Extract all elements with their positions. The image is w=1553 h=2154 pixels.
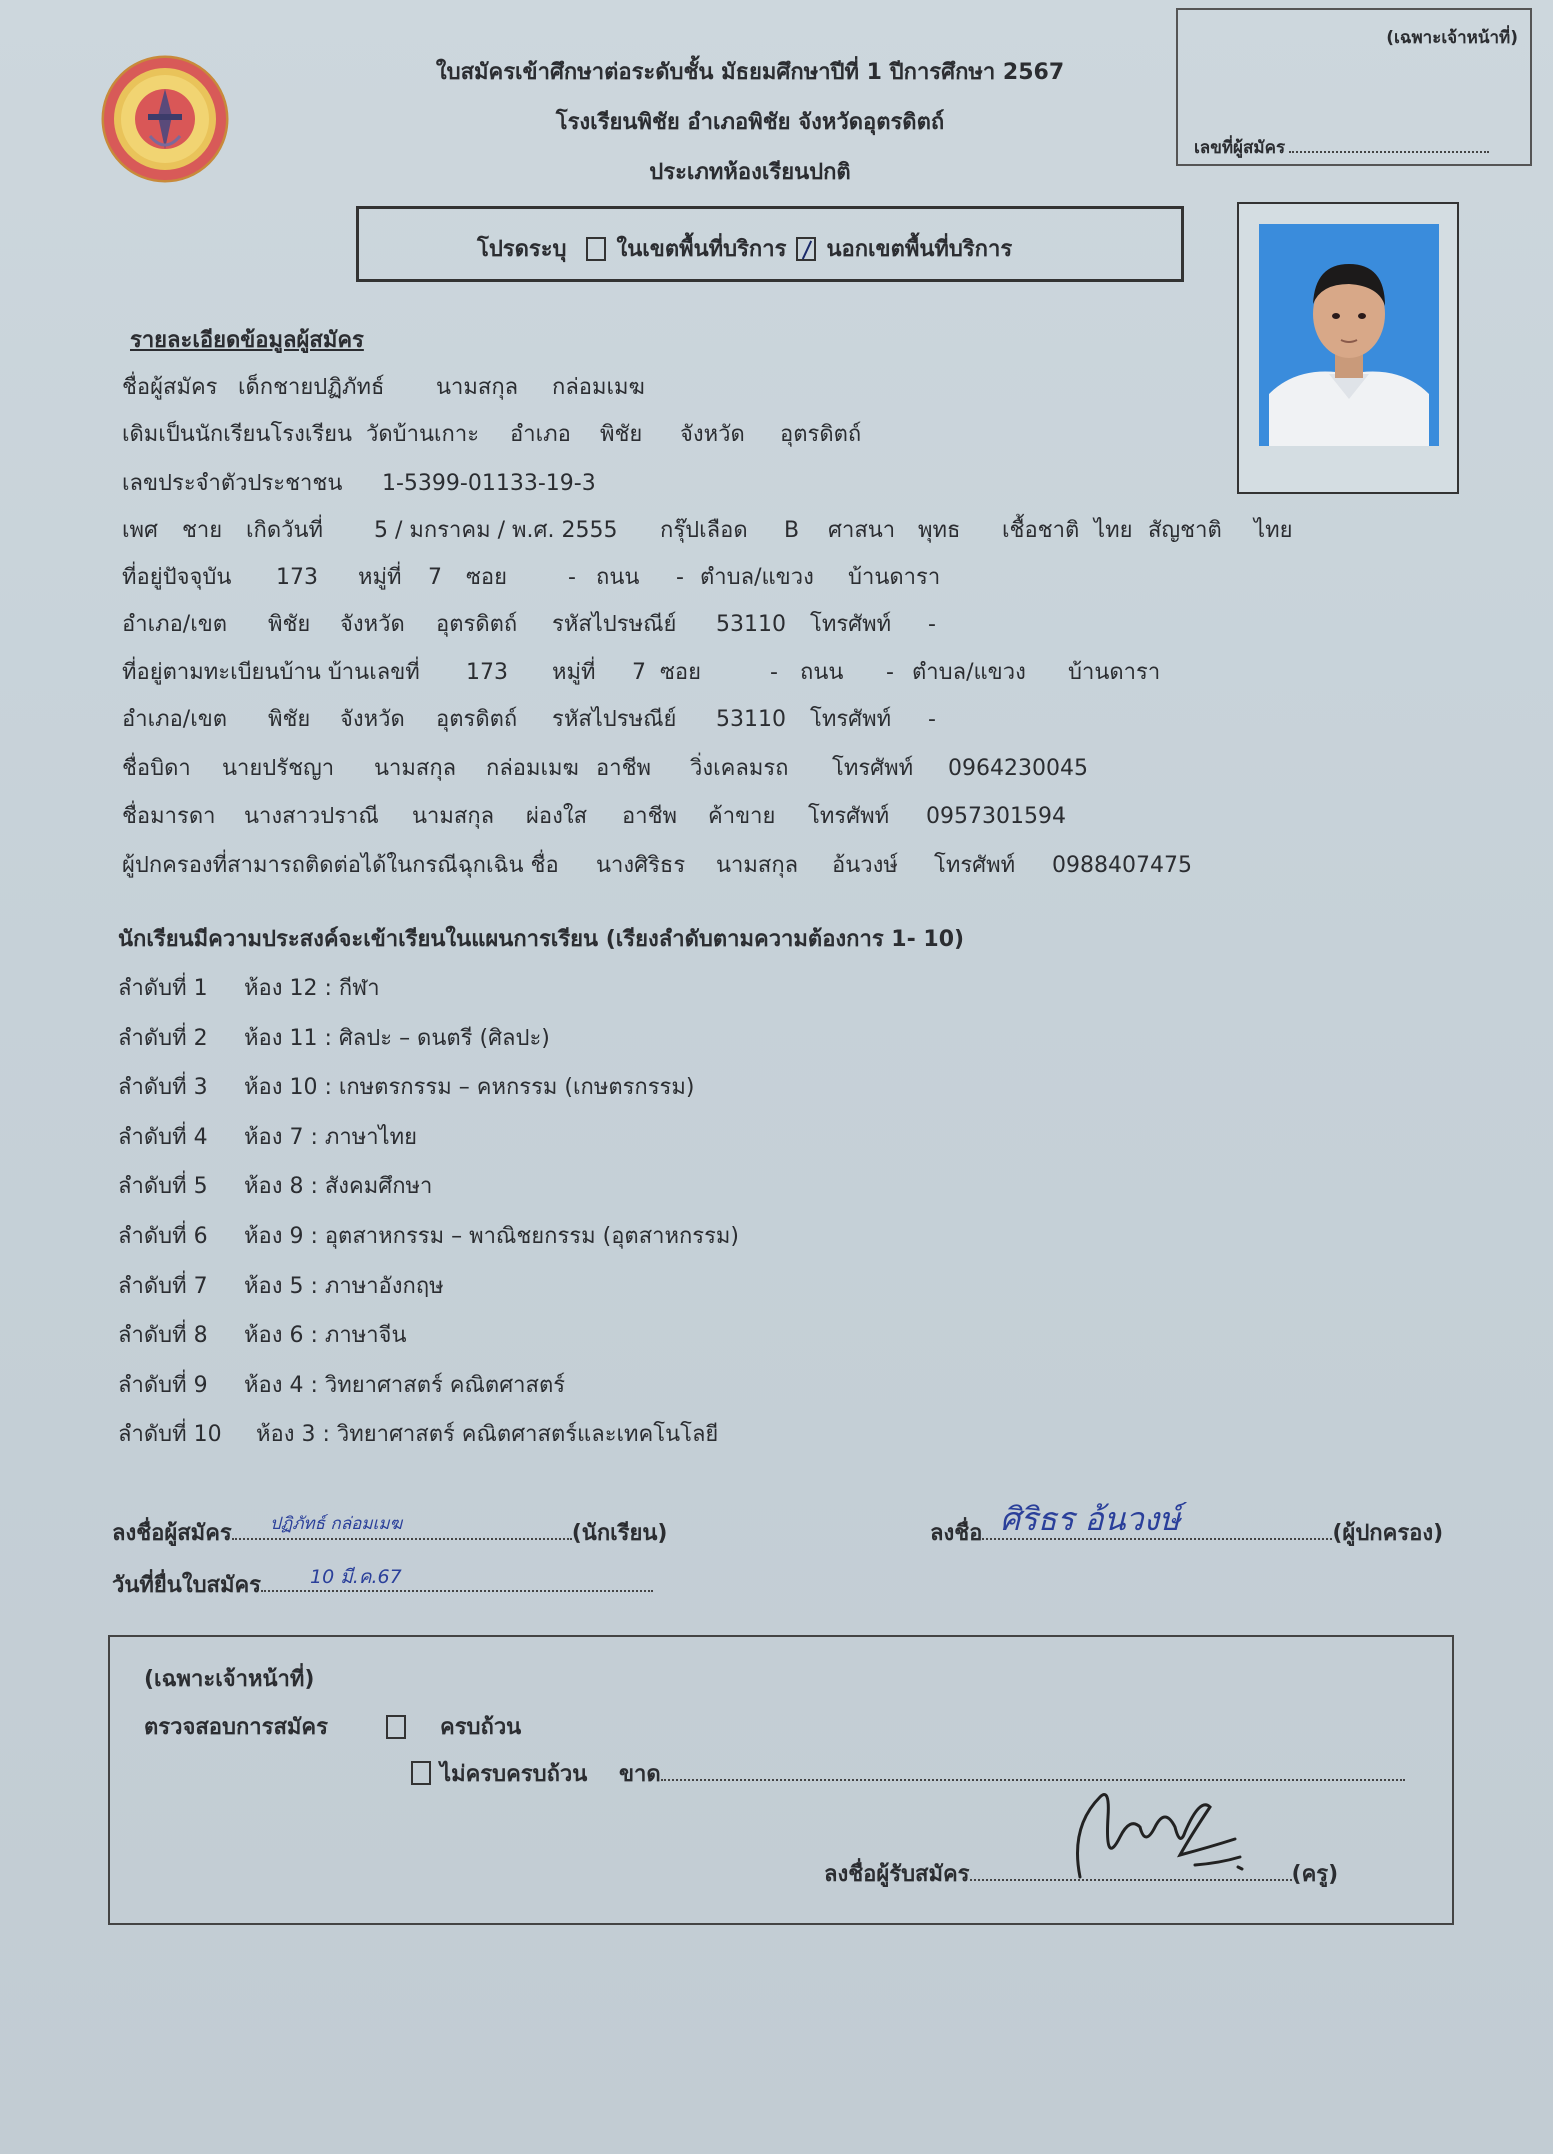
- current-tambon: บ้านดารา: [848, 565, 941, 590]
- school-name: โรงเรียนพิชัย อำเภอพิชัย จังหวัดอุตรดิตถ์: [555, 110, 945, 135]
- current-tel: -: [928, 612, 936, 637]
- applicant-photo: [1259, 224, 1439, 446]
- reg-house-no: 173: [466, 660, 508, 685]
- mother-tel: 0957301594: [926, 804, 1066, 829]
- guardian-label: ผู้ปกครองที่สามารถติดต่อได้ในกรณีฉุกเฉิน ชื่อ: [122, 853, 559, 878]
- dob-label: เกิดวันที่: [246, 518, 324, 543]
- mother-tel-label: โทรศัพท์: [808, 804, 890, 829]
- prev-school-label: เดิมเป็นนักเรียนโรงเรียน: [122, 422, 353, 447]
- father-surname: กล่อมเมฆ: [486, 756, 579, 781]
- reg-amphoe-label: อำเภอ/เขต: [122, 707, 228, 732]
- submission-date-label: วันที่ยื่นใบสมัคร: [112, 1573, 261, 1598]
- reg-zip: 53110: [716, 707, 786, 732]
- reg-tel: -: [928, 707, 936, 732]
- sex: ชาย: [182, 518, 223, 543]
- father-job: วิ่งเคลมรถ: [690, 756, 789, 781]
- applicant-sign-suffix: (นักเรียน): [571, 1521, 668, 1546]
- applicant-first-name: เด็กชายปฏิภัทธ์: [238, 375, 385, 400]
- citizen-id: 1-5399-01133-19-3: [382, 471, 596, 496]
- reg-zip-label: รหัสไปรษณีย์: [552, 707, 677, 732]
- current-tambon-label: ตำบล/แขวง: [700, 565, 814, 590]
- receiver-sign-label: ลงชื่อผู้รับสมัคร: [824, 1862, 970, 1887]
- mother-label: ชื่อมารดา: [122, 804, 216, 829]
- preference-room: ห้อง 12 : กีฬา: [244, 976, 380, 1001]
- district-label: อำเภอ: [510, 422, 571, 447]
- nationality-label: สัญชาติ: [1148, 518, 1222, 543]
- dob: 5 / มกราคม / พ.ศ. 2555: [374, 518, 618, 543]
- reg-soi-label: ซอย: [660, 660, 702, 685]
- preference-room: ห้อง 8 : สังคมศึกษา: [244, 1174, 433, 1199]
- applicant-handwritten-signature: ปฏิภัทธ์ กล่อมเมฆ: [270, 1514, 403, 1534]
- service-zone-box: [356, 206, 1184, 282]
- district: พิชัย: [600, 422, 643, 447]
- inside-zone-checkbox[interactable]: [586, 237, 606, 261]
- reg-province: อุตรดิตถ์: [436, 707, 518, 732]
- zone-prompt: โปรดระบุ: [477, 237, 567, 262]
- outside-zone-label: นอกเขตพื้นที่บริการ: [826, 237, 1013, 262]
- guardian-handwritten-signature: ศิริธร อ้นวงษ์: [1000, 1500, 1181, 1538]
- current-address-label: ที่อยู่ปัจจุบัน: [122, 565, 232, 590]
- reg-tambon: บ้านดารา: [1068, 660, 1161, 685]
- receiver-signature-icon: [1060, 1777, 1270, 1887]
- reg-moo-label: หมู่ที่: [552, 660, 596, 685]
- office-use-label: (เฉพาะเจ้าหน้าที่): [1386, 28, 1518, 48]
- preference-room: ห้อง 4 : วิทยาศาสตร์ คณิตศาสตร์: [244, 1373, 566, 1398]
- preference-rank: ลำดับที่ 3: [118, 1075, 208, 1100]
- preference-room: ห้อง 11 : ศิลปะ – ดนตรี (ศิลปะ): [244, 1026, 550, 1051]
- applicant-surname: กล่อมเมฆ: [552, 375, 645, 400]
- preference-rank: ลำดับที่ 7: [118, 1274, 208, 1299]
- religion: พุทธ: [918, 518, 961, 543]
- current-tel-label: โทรศัพท์: [810, 612, 892, 637]
- sex-label: เพศ: [122, 518, 158, 543]
- prev-school: วัดบ้านเกาะ: [366, 422, 480, 447]
- father-job-label: อาชีพ: [596, 756, 651, 781]
- current-amphoe-label: อำเภอ/เขต: [122, 612, 228, 637]
- guardian-surname: อ้นวงษ์: [832, 853, 898, 878]
- reg-tambon-label: ตำบล/แขวง: [912, 660, 1026, 685]
- current-soi: -: [568, 565, 576, 590]
- guardian-name: นางศิริธร: [596, 853, 686, 878]
- preference-rank: ลำดับที่ 1: [118, 976, 208, 1001]
- race-label: เชื้อชาติ: [1002, 518, 1080, 543]
- reg-address-label: ที่อยู่ตามทะเบียนบ้าน บ้านเลขที่: [122, 660, 420, 685]
- guardian-sign-label: ลงชื่อ: [930, 1521, 983, 1546]
- current-road: -: [676, 565, 684, 590]
- preference-room: ห้อง 3 : วิทยาศาสตร์ คณิตศาสตร์และเทคโนโลยี: [256, 1422, 719, 1447]
- father-surname-label: นามสกุล: [374, 756, 457, 781]
- reg-tel-label: โทรศัพท์: [810, 707, 892, 732]
- surname-label: นามสกุล: [436, 375, 519, 400]
- current-moo-label: หมู่ที่: [358, 565, 402, 590]
- submission-date-handwritten: 10 มี.ค.67: [310, 1566, 402, 1588]
- current-soi-label: ซอย: [466, 565, 508, 590]
- complete-label: ครบถ้วน: [440, 1715, 522, 1740]
- mother-name: นางสาวปราณี: [244, 804, 379, 829]
- preference-room: ห้อง 9 : อุตสาหกรรม – พาณิชยกรรม (อุตสาหกรรม): [244, 1224, 740, 1249]
- preference-room: ห้อง 6 : ภาษาจีน: [244, 1323, 407, 1348]
- guardian-surname-label: นามสกุล: [716, 853, 799, 878]
- form-title: ใบสมัครเข้าศึกษาต่อระดับชั้น มัธยมศึกษาปีที่ 1 ปีการศึกษา 2567: [435, 60, 1065, 85]
- guardian-tel: 0988407475: [1052, 853, 1192, 878]
- guardian-tel-label: โทรศัพท์: [934, 853, 1016, 878]
- guardian-sign-suffix: (ผู้ปกครอง): [1332, 1521, 1444, 1546]
- inside-zone-label: ในเขตพื้นที่บริการ: [616, 237, 787, 262]
- father-tel-label: โทรศัพท์: [832, 756, 914, 781]
- preference-rank: ลำดับที่ 4: [118, 1125, 208, 1150]
- officer-check-box: [108, 1635, 1454, 1925]
- blood-type: B: [784, 518, 800, 543]
- current-province: อุตรดิตถ์: [436, 612, 518, 637]
- reg-road-label: ถนน: [800, 660, 844, 685]
- father-tel: 0964230045: [948, 756, 1088, 781]
- name-label: ชื่อผู้สมัคร: [122, 375, 218, 400]
- preference-rank: ลำดับที่ 2: [118, 1026, 208, 1051]
- current-amphoe: พิชัย: [268, 612, 311, 637]
- current-zip: 53110: [716, 612, 786, 637]
- citizen-id-label: เลขประจำตัวประชาชน: [122, 471, 343, 496]
- province: อุตรดิตถ์: [780, 422, 862, 447]
- father-label: ชื่อบิดา: [122, 756, 191, 781]
- reg-amphoe: พิชัย: [268, 707, 311, 732]
- check-label: ตรวจสอบการสมัคร: [144, 1715, 328, 1740]
- outside-zone-checkbox[interactable]: [796, 237, 816, 261]
- receiver-sign-suffix: (ครู): [1291, 1862, 1339, 1887]
- preference-rank: ลำดับที่ 8: [118, 1323, 208, 1348]
- current-house-no: 173: [276, 565, 318, 590]
- classroom-type: ประเภทห้องเรียนปกติ: [649, 160, 851, 185]
- current-road-label: ถนน: [596, 565, 640, 590]
- current-moo: 7: [428, 565, 442, 590]
- mother-job-label: อาชีพ: [622, 804, 677, 829]
- mother-surname: ผ่องใส: [526, 804, 588, 829]
- complete-checkbox[interactable]: [386, 1715, 406, 1739]
- blood-label: กรุ๊ปเลือด: [660, 518, 748, 543]
- incomplete-checkbox[interactable]: [411, 1761, 431, 1785]
- race: ไทย: [1094, 518, 1133, 543]
- office-use-box: [1176, 8, 1532, 166]
- application-number-label: เลขที่ผู้สมัคร: [1194, 138, 1286, 158]
- applicant-sign-label: ลงชื่อผู้สมัคร: [112, 1521, 232, 1546]
- preference-room: ห้อง 10 : เกษตรกรรม – คหกรรม (เกษตรกรรม): [244, 1075, 695, 1100]
- officer-label: (เฉพาะเจ้าหน้าที่): [144, 1667, 315, 1692]
- preferences-heading: นักเรียนมีความประสงค์จะเข้าเรียนในแผนการเรียน (เรียงลำดับตามความต้องการ 1- 10): [118, 927, 965, 952]
- preference-rank: ลำดับที่ 9: [118, 1373, 208, 1398]
- current-zip-label: รหัสไปรษณีย์: [552, 612, 677, 637]
- missing-label: ขาด: [618, 1762, 661, 1787]
- father-name: นายปรัชญา: [222, 756, 335, 781]
- preference-rank: ลำดับที่ 6: [118, 1224, 208, 1249]
- nationality: ไทย: [1254, 518, 1293, 543]
- preference-room: ห้อง 7 : ภาษาไทย: [244, 1125, 418, 1150]
- reg-road: -: [886, 660, 894, 685]
- reg-moo: 7: [632, 660, 646, 685]
- reg-province-label: จังหวัด: [340, 707, 405, 732]
- current-province-label: จังหวัด: [340, 612, 405, 637]
- application-number-field[interactable]: [1194, 134, 1489, 161]
- mother-surname-label: นามสกุล: [412, 804, 495, 829]
- preference-rank: ลำดับที่ 5: [118, 1174, 208, 1199]
- incomplete-label: ไม่ครบครบถ้วน: [440, 1762, 588, 1787]
- mother-job: ค้าขาย: [708, 804, 776, 829]
- preference-rank: ลำดับที่ 10: [118, 1422, 222, 1447]
- applicant-photo-frame: [1237, 202, 1459, 494]
- reg-soi: -: [770, 660, 778, 685]
- religion-label: ศาสนา: [828, 518, 896, 543]
- preference-room: ห้อง 5 : ภาษาอังกฤษ: [244, 1274, 444, 1299]
- school-logo-icon: [100, 54, 230, 184]
- province-label: จังหวัด: [680, 422, 745, 447]
- details-heading: รายละเอียดข้อมูลผู้สมัคร: [130, 328, 364, 353]
